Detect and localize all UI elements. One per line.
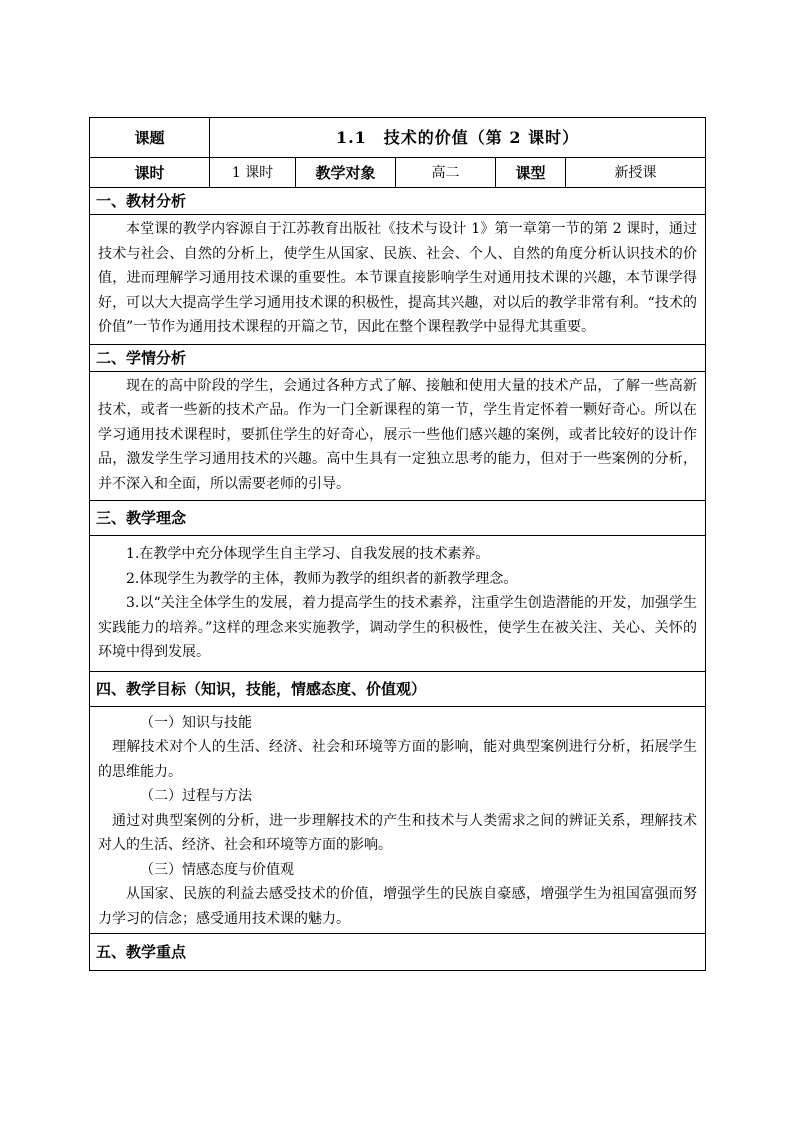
objective-paragraph-knowledge: 理解技术对个人的生活、经济、社会和环境等方面的影响，能对典型案例进行分析，拓展学生的思维能力。 [98,739,698,780]
objective-subtitle-attitude: （三）情感态度与价值观 [140,861,294,878]
hours-label: 课时 [90,158,210,188]
objective-paragraph-attitude: 从国家、民族的利益去感受技术的价值，增强学生的民族自豪感，增强学生为祖国富强而努力学习的信念；感受通用技术课的魅力。 [98,886,698,927]
objective-subtitle-process: （二）过程与方法 [140,788,252,804]
section-title-teaching-objectives: 四、教学目标（知识，技能，情感态度、价值观） [90,671,706,706]
paragraph: 现在的高中阶段的学生，会通过各种方式了解、接触和使用大量的技术产品，了解一些高新技术，或者一些新的技术产品。作为一门全新课程的第一节，学生肯定怀着一颗好奇心。所以在学习通用技术课程时，要抓住学生的好奇心，展示一些他们感兴趣的案例，或者比较好的设计作品，激发学生学习通用技术的兴趣。高中生具有一定独立思考的能力，但对于一些案例的分析，并不深入和全面，所以需要老师的引导。 [98,377,698,492]
objective-paragraph-process: 通过对典型案例的分析，进一步理解技术的产生和技术与人类需求之间的辨证关系，理解技术对人的生活、经济、社会和环境等方面的影响。 [98,812,698,853]
audience-value: 高二 [396,158,496,188]
philosophy-item-2: 2.体现学生为教学的主体，教师为教学的组织者的新教学理念。 [126,570,518,587]
section-body-teaching-objectives [90,706,706,934]
type-value: 新授课 [566,158,706,188]
section-title-textbook-analysis: 一、教材分析 [90,188,706,215]
lesson-plan-table [89,117,706,971]
philosophy-item-1: 1.在教学中充分体现学生自主学习、自我发展的技术素养。 [126,546,490,562]
section-title-learner-analysis: 二、学情分析 [90,344,706,371]
lesson-plan-page [89,117,705,971]
audience-label: 教学对象 [296,158,396,188]
topic-label: 课题 [90,118,210,158]
objective-subtitle-knowledge: （一）知识与技能 [140,714,252,731]
section-body-teaching-philosophy [90,536,706,672]
hours-value: 1 课时 [210,158,296,188]
section-body-learner-analysis [90,371,706,501]
section-title-teaching-focus: 五、教学重点 [90,934,706,971]
paragraph: 本堂课的教学内容源自于江苏教育出版社《技术与设计 1》第一章第一节的第 2 课时，通过技术与社会、自然的分析上，使学生从国家、民族、社会、个人、自然的角度分析认识技术的价值，进而理解学习通用技术课的重要性。本节课直接影响学生对通用技术课的兴趣，本节课学得好，可以大大提高学生学习通用技术课的积极性，提高其兴趣，对以后的教学非常有利。“技术的价值”一节作为通用技术课程的开篇之节，因此在整个课程教学中显得尤其重要。 [98,221,698,335]
section-body-textbook-analysis [90,215,706,345]
type-label: 课型 [496,158,566,188]
topic-value: 1.1 技术的价值（第 2 课时） [210,118,706,158]
section-title-teaching-philosophy: 三、教学理念 [90,501,706,536]
philosophy-item-3: 3.以“关注全体学生的发展，着力提高学生的技术素养，注重学生创造潜能的开发，加强学生实践能力的培养。”这样的理念来实施教学，调动学生的积极性，使学生在被关注、关心、关怀的环境中得到发展。 [98,595,698,660]
